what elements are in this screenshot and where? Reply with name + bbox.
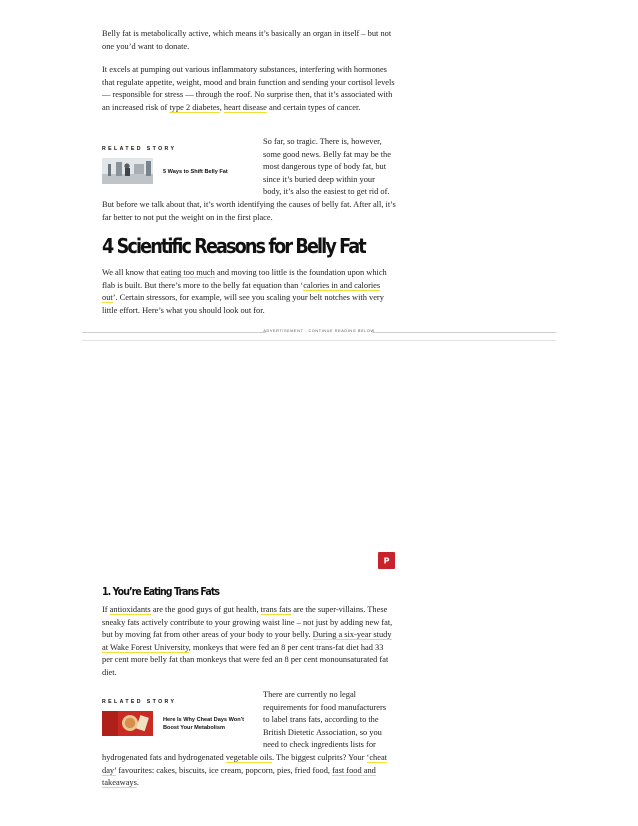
advertisement-bar	[82, 328, 556, 342]
wrap-text-1	[263, 136, 403, 199]
reason-1-paragraph	[102, 604, 396, 680]
intro-paragraph-2	[102, 64, 396, 114]
text-run: We all know that	[102, 268, 161, 277]
wrap-line: There are currently no legal	[263, 690, 357, 699]
cheat-day-image	[102, 711, 153, 736]
related-story-label: RELATED STORY	[102, 699, 177, 705]
text-run: . The biggest culprits? Your	[272, 753, 367, 762]
wrap-line: some good news. Belly fat may be the	[263, 149, 391, 159]
related-story-label: RELATED STORY	[102, 146, 177, 152]
text-run: are the super-villains. These sneaky fats actively contribute to your growing waist line – not just by adding new fat, but by moving fat from other areas of your body to your belly.	[102, 605, 393, 640]
section-paragraph	[102, 267, 396, 317]
intro-paragraph-1	[102, 28, 396, 53]
text-run: favourites: cakes, biscuits, ice cream, popcorn, pies, fried food,	[116, 765, 333, 775]
link-type-2-diabetes[interactable]: type 2 diabetes	[169, 102, 220, 112]
related-story-thumbnail[interactable]	[102, 711, 153, 736]
related-story-thumbnail[interactable]	[102, 158, 153, 184]
wrap-line: to label trans fats, according to the	[263, 715, 379, 725]
link-antioxidants[interactable]: antioxidants	[109, 605, 151, 614]
link-vegetable-oils[interactable]: vegetable oils	[225, 753, 273, 762]
text-run: ,	[219, 102, 224, 112]
text-run: and moving too little is the foundation upon which flab is built. But there’s more to the belly fat equation than ‘	[102, 268, 387, 290]
text-run: and certain types of cancer.	[266, 102, 361, 112]
link-cheat-day[interactable]: ‘cheat day’	[102, 753, 388, 775]
wrap-line: most dangerous type of body fat, but	[263, 162, 387, 172]
text-run: are the good guys of gut health,	[150, 605, 261, 614]
text-run: If	[102, 605, 110, 614]
wrap-line: need to check ingredients lists for	[263, 740, 376, 750]
wrap-line: British Dietetic Association, so you	[263, 727, 382, 737]
paragraph-text	[102, 64, 396, 114]
pinterest-save-button[interactable]	[378, 552, 395, 569]
link-fast-food-takeaways[interactable]: fast food and takeaways	[102, 765, 376, 788]
text-run: ’. Certain stressors, for example, will see you scaling your belt notches with very little effort. Here’s what you should look out for.	[102, 293, 384, 315]
wrap-continuation-1	[102, 199, 396, 224]
related-story-1[interactable]	[102, 146, 252, 186]
text-run: , monkeys that were fed an 8 per cent trans-fat diet had 33 per cent more belly fat than monkeys that were fed an 8 per cent monounsaturated fat diet.	[102, 642, 389, 677]
paragraph-text	[102, 752, 396, 790]
text-run: hydrogenated fats and hydrogenated	[102, 753, 226, 762]
section-heading: 4 Scientific Reasons for Belly Fat	[102, 234, 365, 258]
reason-1-heading: 1. You’re Eating Trans Fats	[102, 585, 220, 598]
link-trans-fats[interactable]: trans fats	[260, 605, 292, 614]
link-calories-in-out[interactable]: calories in and calories out	[102, 280, 381, 303]
link-eating-too-much[interactable]: eating too much	[160, 268, 215, 277]
wrap-line: So far, so tragic. There is, however,	[263, 137, 382, 146]
wrap-line: body, it’s also the easiest to get rid of.	[263, 187, 390, 197]
pinterest-icon	[378, 552, 395, 569]
related-story-2[interactable]	[102, 699, 252, 739]
wrap-line: requirements for food manufacturers	[263, 702, 387, 712]
divider	[82, 340, 556, 341]
related-story-title[interactable]: Here Is Why Cheat Days Won’t Boost Your Metabolism	[163, 717, 245, 731]
wrap-text-2	[263, 689, 403, 752]
section-heading-wrap	[102, 234, 422, 258]
advertisement-label: ADVERTISEMENT - CONTINUE READING BELOW	[263, 329, 375, 333]
paragraph-text	[102, 604, 396, 680]
text-run: It excels at pumping out various inflammatory substances, interfering with hormones that regulate appetite, weight, mood and brain function and sending your cortisol levels — responsible for stress — through the roof. No surprise then, that it’s associated with an increased risk of	[102, 65, 395, 112]
wrap-continuation-2	[102, 752, 396, 790]
text-run: .	[136, 778, 139, 788]
link-wake-forest-study[interactable]: During a six-year study at Wake Forest University	[102, 630, 392, 652]
link-heart-disease[interactable]: heart disease	[223, 102, 267, 112]
paragraph-text	[102, 267, 396, 317]
reason-1-heading-wrap	[102, 585, 396, 599]
pinterest-glyph: P	[383, 556, 390, 566]
paragraph-text: Belly fat is metabolically active, which means it’s basically an organ in itself – but not one you’d want to donate.	[102, 29, 392, 51]
wrap-line: since it’s buried deep within your	[263, 174, 375, 184]
gym-image	[102, 158, 153, 184]
paragraph-text: But before we talk about that, it’s worth identifying the causes of belly fat. After all, it’s far better to not put the weight on in the first place.	[102, 200, 396, 222]
related-story-title[interactable]: 5 Ways to Shift Belly Fat	[163, 169, 228, 175]
